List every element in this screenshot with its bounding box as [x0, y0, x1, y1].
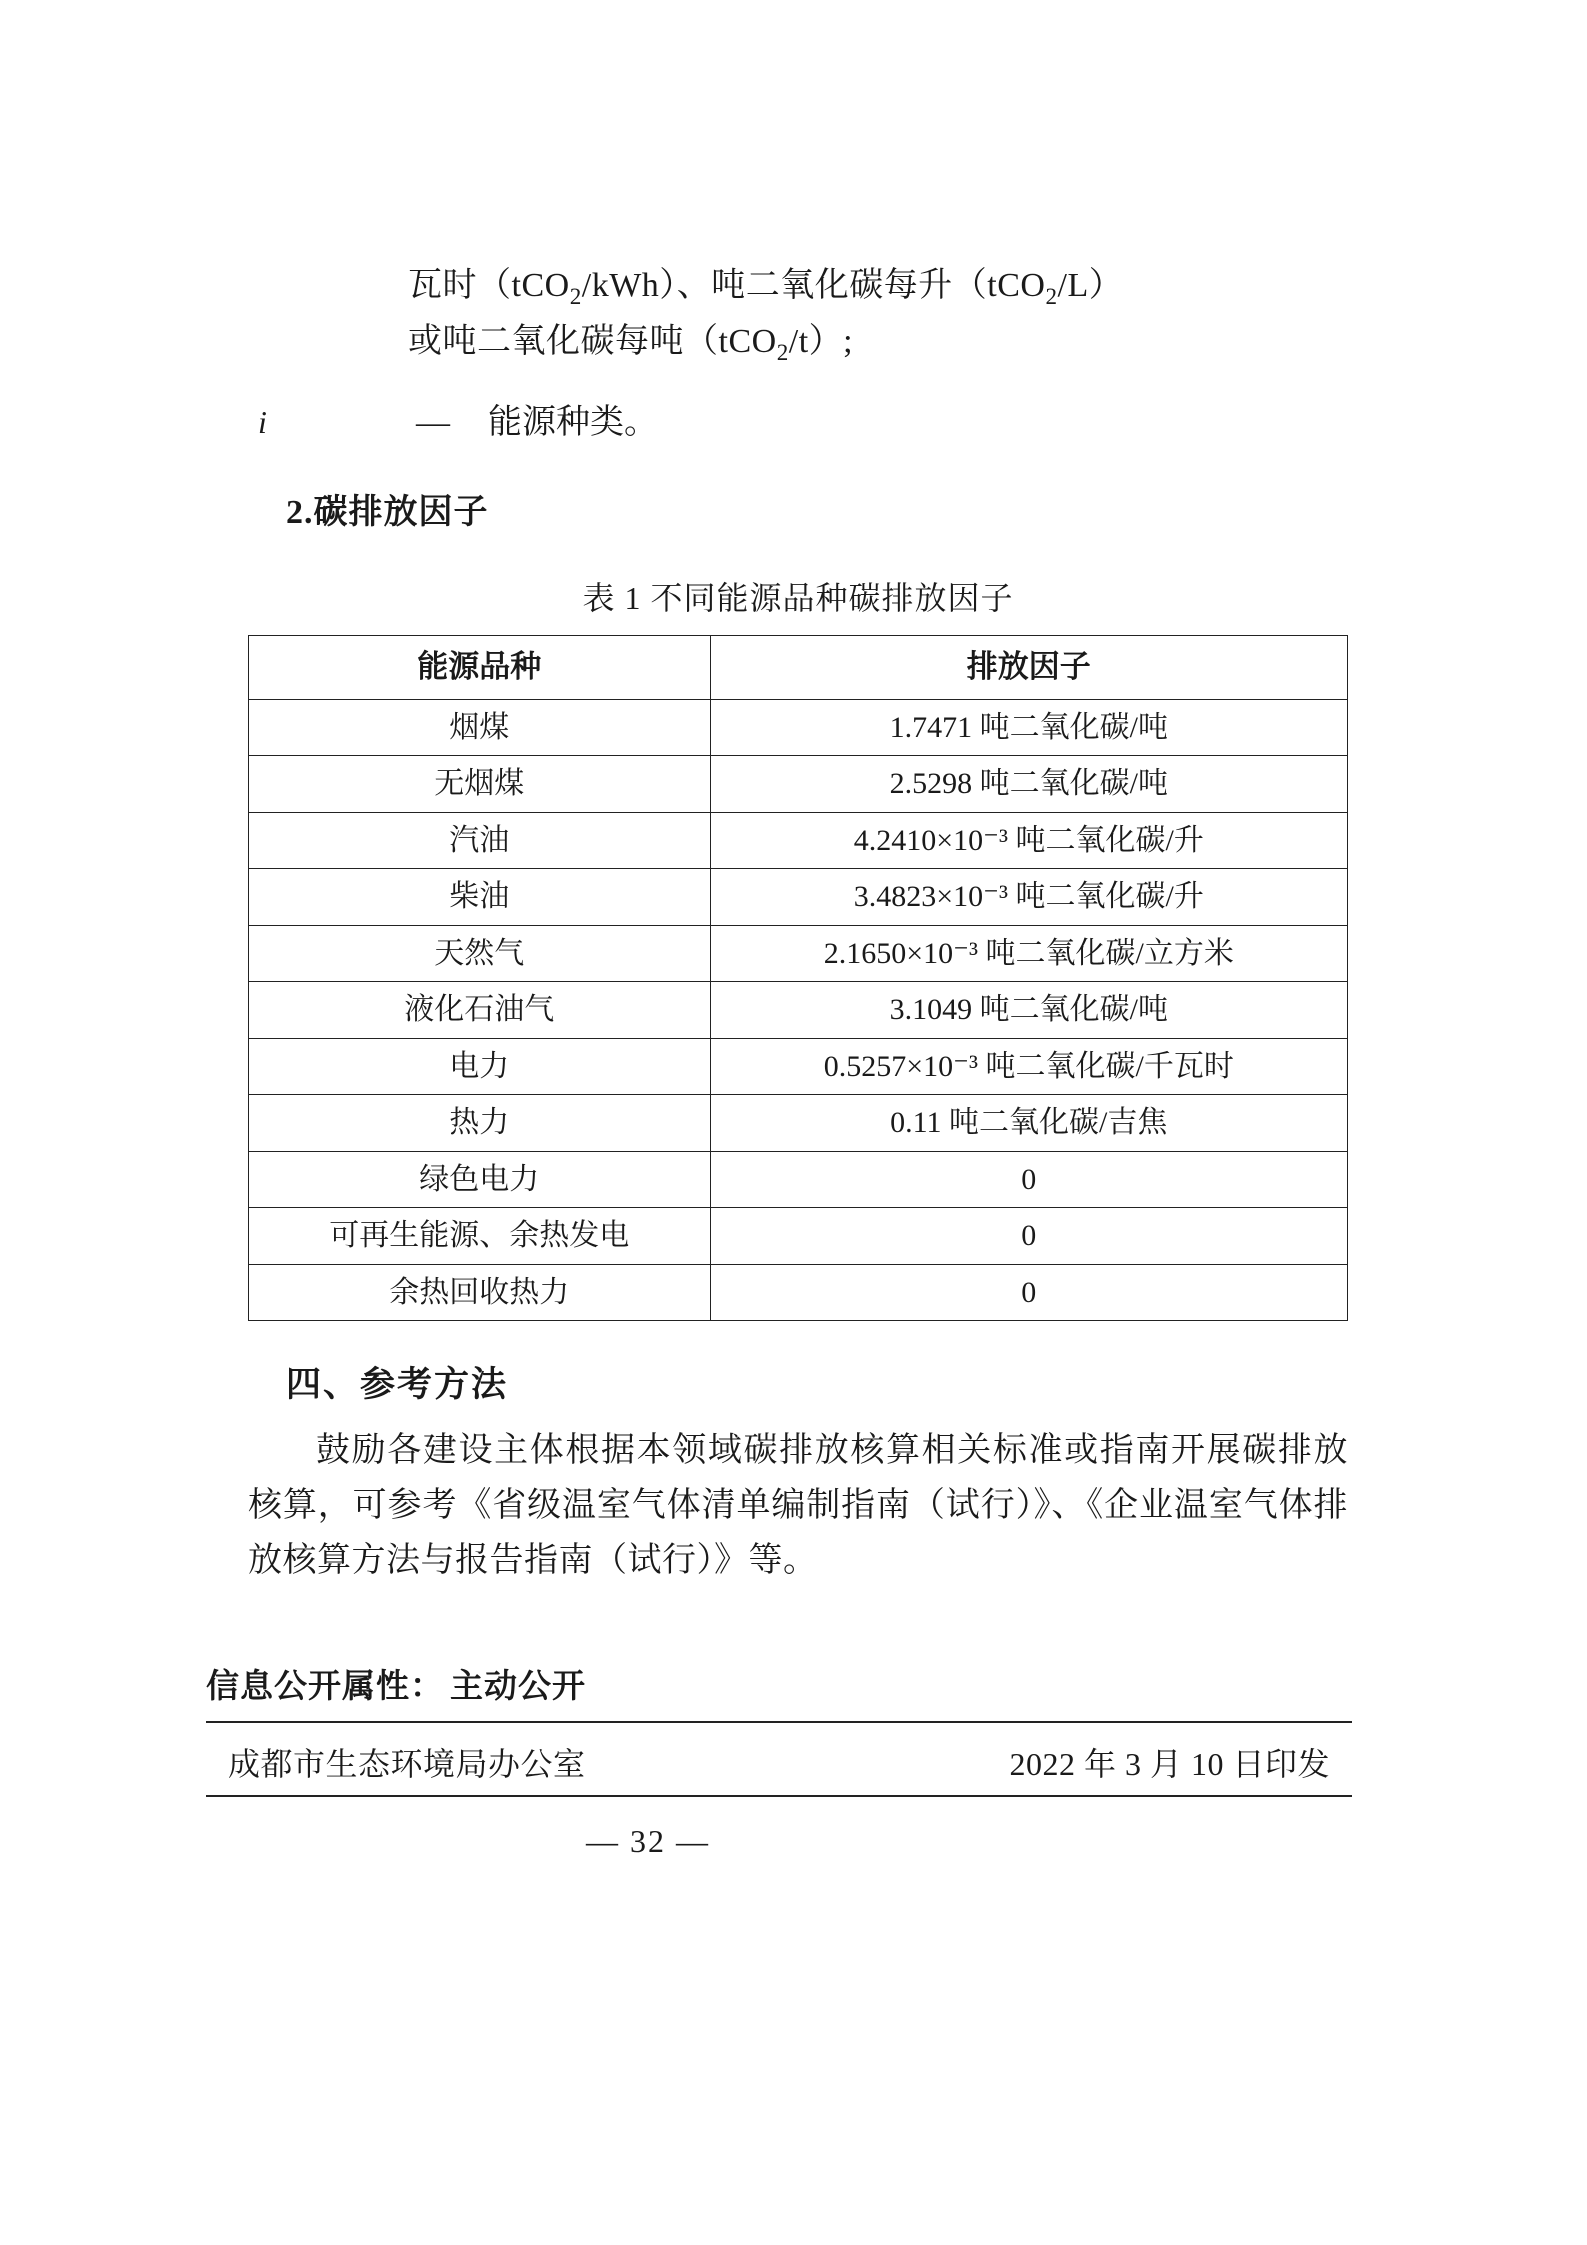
table-row [249, 1095, 1348, 1152]
emission-factor-table [248, 635, 1348, 1321]
table-row [249, 1151, 1348, 1208]
cell-energy-type: 柴油 [249, 869, 711, 926]
table-row [249, 869, 1348, 926]
cell-emission-factor: 2.1650×10⁻³ 吨二氧化碳/立方米 [710, 925, 1347, 982]
table-row [249, 1038, 1348, 1095]
table-row [249, 699, 1348, 756]
cell-energy-type: 绿色电力 [249, 1151, 711, 1208]
cell-energy-type: 汽油 [249, 812, 711, 869]
footer-date: 2022 年 3 月 10 日印发 [1009, 1746, 1330, 1783]
table-row [249, 812, 1348, 869]
cell-emission-factor: 4.2410×10⁻³ 吨二氧化碳/升 [710, 812, 1347, 869]
page-number: — 32 — [586, 1823, 710, 1860]
table-row [249, 1208, 1348, 1265]
cell-emission-factor: 0 [710, 1151, 1347, 1208]
footer-issuer: 成都市生态环境局办公室 [228, 1746, 586, 1783]
disclosure-label: 信息公开属性： [206, 1667, 444, 1705]
footer-divider-bottom [206, 1795, 1352, 1797]
cell-emission-factor: 3.4823×10⁻³ 吨二氧化碳/升 [710, 869, 1347, 926]
column-header-emission-factor: 排放因子 [710, 635, 1347, 699]
definition-text: 能源种类。 [488, 404, 658, 442]
table-row [249, 756, 1348, 813]
cell-energy-type: 热力 [249, 1095, 711, 1152]
disclosure-value: 主动公开 [450, 1667, 586, 1705]
cell-emission-factor: 0.5257×10⁻³ 吨二氧化碳/千瓦时 [710, 1038, 1347, 1095]
cell-emission-factor: 3.1049 吨二氧化碳/吨 [710, 982, 1347, 1039]
cell-energy-type: 液化石油气 [249, 982, 711, 1039]
cell-energy-type: 无烟煤 [249, 756, 711, 813]
definition-dash: — [416, 404, 450, 442]
section-heading-reference-method: 四、参考方法 [286, 1365, 509, 1405]
cell-energy-type: 电力 [249, 1038, 711, 1095]
footer [206, 1723, 1352, 1795]
table-row [249, 1264, 1348, 1321]
table-row [249, 925, 1348, 982]
body-paragraph: 鼓励各建设主体根据本领域碳排放核算相关标准或指南开展碳排放核算，可参考《省级温室气体清单编制指南（试行）》、《企业温室气体排放核算方法与报告指南（试行）》等。 [248, 1432, 1348, 1580]
table-row [249, 982, 1348, 1039]
column-header-energy-type: 能源品种 [249, 635, 711, 699]
cell-energy-type: 余热回收热力 [249, 1264, 711, 1321]
cell-emission-factor: 1.7471 吨二氧化碳/吨 [710, 699, 1347, 756]
formula-continuation-line-2: 或吨二氧化碳每吨（tCO$_2$/t）; [408, 322, 854, 366]
cell-emission-factor: 0 [710, 1208, 1347, 1265]
cell-energy-type: 天然气 [249, 925, 711, 982]
cell-emission-factor: 0 [710, 1264, 1347, 1321]
subheading-carbon-emission-factor: 2.碳排放因子 [286, 493, 489, 531]
cell-emission-factor: 0.11 吨二氧化碳/吉焦 [710, 1095, 1347, 1152]
symbol-definition-row [248, 397, 1348, 450]
cell-emission-factor: 2.5298 吨二氧化碳/吨 [710, 756, 1347, 813]
symbol-i: i [258, 404, 267, 441]
cell-energy-type: 可再生能源、余热发电 [249, 1208, 711, 1265]
disclosure-attribute [206, 1660, 1348, 1707]
cell-energy-type: 烟煤 [249, 699, 711, 756]
table-caption: 表 1 不同能源品种碳排放因子 [582, 579, 1014, 616]
formula-continuation-line-1: 瓦时（tCO$_2$/kWh）、吨二氧化碳每升（tCO$_2$/L） [408, 267, 1124, 310]
table-header-row [249, 635, 1348, 699]
page-content [206, 260, 1348, 1860]
